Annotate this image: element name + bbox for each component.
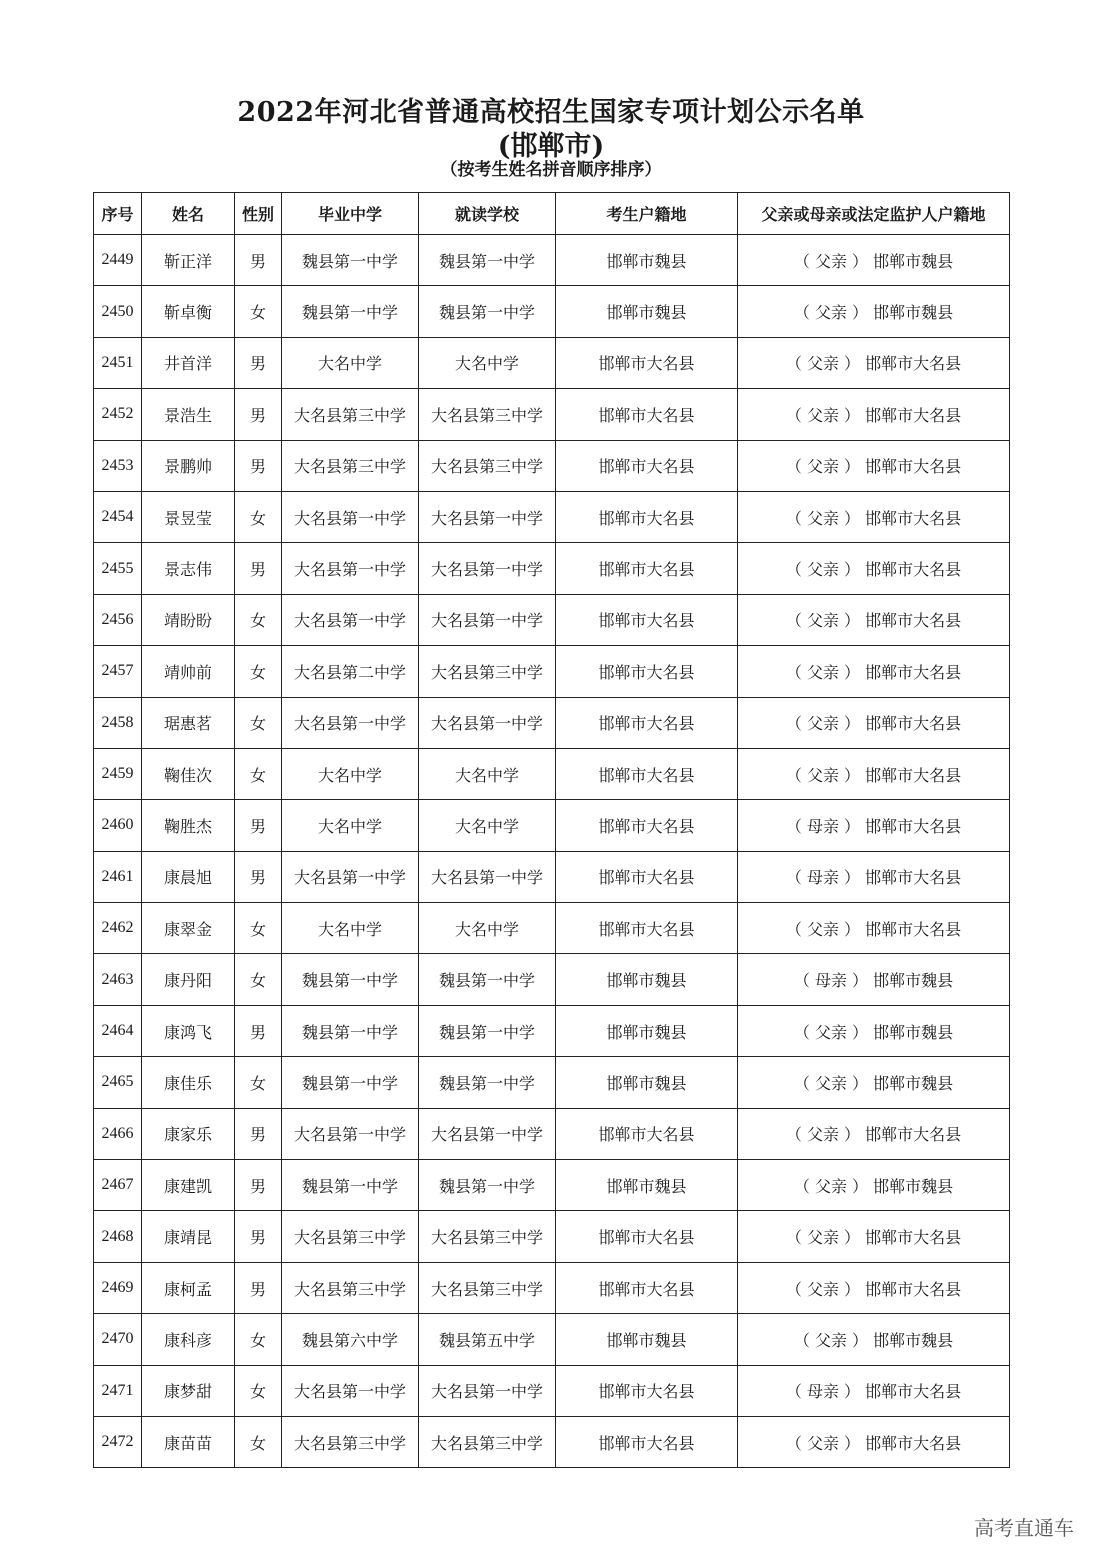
table-row xyxy=(94,1416,1010,1467)
header-gender: 性别 xyxy=(235,193,282,235)
cell-guardian-residence: （ 父亲 ） 邯郸市大名县 xyxy=(738,697,1010,748)
cell-student-residence: 邯郸市魏县 xyxy=(556,1057,738,1108)
cell-guardian-residence: （ 父亲 ） 邯郸市大名县 xyxy=(738,903,1010,954)
cell-graduated-school: 大名县第一中学 xyxy=(282,697,419,748)
cell-student-residence: 邯郸市魏县 xyxy=(556,286,738,337)
cell-name: 琚惠茗 xyxy=(142,697,235,748)
cell-current-school: 大名县第三中学 xyxy=(419,1211,556,1262)
cell-current-school: 大名县第一中学 xyxy=(419,1108,556,1159)
cell-gender: 男 xyxy=(235,1262,282,1313)
cell-serial-no: 2454 xyxy=(94,491,142,542)
cell-serial-no: 2458 xyxy=(94,697,142,748)
cell-graduated-school: 大名中学 xyxy=(282,748,419,799)
cell-name: 康苗苗 xyxy=(142,1416,235,1467)
cell-graduated-school: 魏县第一中学 xyxy=(282,954,419,1005)
cell-name: 靖盼盼 xyxy=(142,594,235,645)
cell-name: 康丹阳 xyxy=(142,954,235,1005)
cell-serial-no: 2452 xyxy=(94,389,142,440)
cell-gender: 男 xyxy=(235,1005,282,1056)
cell-student-residence: 邯郸市大名县 xyxy=(556,697,738,748)
cell-serial-no: 2457 xyxy=(94,646,142,697)
cell-student-residence: 邯郸市大名县 xyxy=(556,800,738,851)
cell-guardian-residence: （ 父亲 ） 邯郸市大名县 xyxy=(738,1416,1010,1467)
cell-student-residence: 邯郸市大名县 xyxy=(556,1416,738,1467)
table-row xyxy=(94,800,1010,851)
cell-student-residence: 邯郸市大名县 xyxy=(556,1108,738,1159)
cell-name: 康佳乐 xyxy=(142,1057,235,1108)
table-row xyxy=(94,440,1010,491)
cell-student-residence: 邯郸市大名县 xyxy=(556,646,738,697)
table-row xyxy=(94,1365,1010,1416)
cell-guardian-residence: （ 父亲 ） 邯郸市魏县 xyxy=(738,1005,1010,1056)
cell-current-school: 魏县第一中学 xyxy=(419,1057,556,1108)
cell-current-school: 魏县第五中学 xyxy=(419,1314,556,1365)
header-name: 姓名 xyxy=(142,193,235,235)
cell-guardian-residence: （ 父亲 ） 邯郸市大名县 xyxy=(738,1262,1010,1313)
cell-current-school: 魏县第一中学 xyxy=(419,954,556,1005)
cell-guardian-residence: （ 母亲 ） 邯郸市魏县 xyxy=(738,954,1010,1005)
cell-name: 景昱莹 xyxy=(142,491,235,542)
cell-current-school: 大名县第一中学 xyxy=(419,594,556,645)
cell-gender: 男 xyxy=(235,1160,282,1211)
cell-gender: 男 xyxy=(235,1108,282,1159)
cell-serial-no: 2467 xyxy=(94,1160,142,1211)
cell-serial-no: 2455 xyxy=(94,543,142,594)
cell-name: 康科彦 xyxy=(142,1314,235,1365)
cell-graduated-school: 大名县第一中学 xyxy=(282,851,419,902)
table-row xyxy=(94,954,1010,1005)
cell-serial-no: 2451 xyxy=(94,337,142,388)
cell-graduated-school: 魏县第一中学 xyxy=(282,286,419,337)
cell-name: 靳正洋 xyxy=(142,235,235,286)
cell-name: 康建凯 xyxy=(142,1160,235,1211)
cell-gender: 女 xyxy=(235,646,282,697)
cell-graduated-school: 大名县第三中学 xyxy=(282,1416,419,1467)
cell-gender: 男 xyxy=(235,851,282,902)
roster-table xyxy=(93,192,1010,1468)
cell-gender: 女 xyxy=(235,903,282,954)
cell-gender: 女 xyxy=(235,1365,282,1416)
cell-name: 靳卓衡 xyxy=(142,286,235,337)
cell-serial-no: 2456 xyxy=(94,594,142,645)
cell-student-residence: 邯郸市魏县 xyxy=(556,1160,738,1211)
cell-student-residence: 邯郸市大名县 xyxy=(556,1262,738,1313)
table-row xyxy=(94,1057,1010,1108)
cell-student-residence: 邯郸市大名县 xyxy=(556,389,738,440)
cell-name: 景浩生 xyxy=(142,389,235,440)
cell-name: 鞠胜杰 xyxy=(142,800,235,851)
cell-gender: 男 xyxy=(235,235,282,286)
cell-name: 康柯孟 xyxy=(142,1262,235,1313)
cell-current-school: 大名县第三中学 xyxy=(419,646,556,697)
cell-current-school: 大名中学 xyxy=(419,748,556,799)
cell-guardian-residence: （ 父亲 ） 邯郸市大名县 xyxy=(738,1211,1010,1262)
cell-student-residence: 邯郸市大名县 xyxy=(556,491,738,542)
cell-current-school: 魏县第一中学 xyxy=(419,235,556,286)
cell-gender: 女 xyxy=(235,954,282,1005)
cell-current-school: 大名中学 xyxy=(419,800,556,851)
cell-gender: 女 xyxy=(235,286,282,337)
header-serial-no: 序号 xyxy=(94,193,142,235)
cell-student-residence: 邯郸市大名县 xyxy=(556,543,738,594)
cell-serial-no: 2466 xyxy=(94,1108,142,1159)
table-body xyxy=(94,235,1010,1468)
table-row xyxy=(94,286,1010,337)
cell-graduated-school: 大名县第一中学 xyxy=(282,491,419,542)
cell-student-residence: 邯郸市魏县 xyxy=(556,1314,738,1365)
cell-current-school: 大名县第三中学 xyxy=(419,1416,556,1467)
cell-serial-no: 2471 xyxy=(94,1365,142,1416)
header-guardian-residence: 父亲或母亲或法定监护人户籍地 xyxy=(738,193,1010,235)
cell-graduated-school: 大名中学 xyxy=(282,800,419,851)
cell-graduated-school: 大名中学 xyxy=(282,337,419,388)
cell-graduated-school: 魏县第一中学 xyxy=(282,235,419,286)
cell-name: 康鸿飞 xyxy=(142,1005,235,1056)
cell-guardian-residence: （ 父亲 ） 邯郸市魏县 xyxy=(738,235,1010,286)
cell-serial-no: 2465 xyxy=(94,1057,142,1108)
cell-student-residence: 邯郸市大名县 xyxy=(556,748,738,799)
cell-current-school: 大名中学 xyxy=(419,903,556,954)
cell-graduated-school: 大名县第一中学 xyxy=(282,543,419,594)
document-title: 2022年河北省普通高校招生国家专项计划公示名单 xyxy=(237,97,865,128)
cell-current-school: 魏县第一中学 xyxy=(419,1160,556,1211)
cell-student-residence: 邯郸市大名县 xyxy=(556,1211,738,1262)
cell-current-school: 大名县第一中学 xyxy=(419,491,556,542)
cell-graduated-school: 魏县第一中学 xyxy=(282,1160,419,1211)
cell-current-school: 魏县第一中学 xyxy=(419,286,556,337)
cell-gender: 女 xyxy=(235,1314,282,1365)
cell-gender: 男 xyxy=(235,543,282,594)
cell-graduated-school: 大名县第三中学 xyxy=(282,1262,419,1313)
cell-serial-no: 2463 xyxy=(94,954,142,1005)
cell-gender: 女 xyxy=(235,594,282,645)
cell-guardian-residence: （ 父亲 ） 邯郸市大名县 xyxy=(738,389,1010,440)
cell-name: 康家乐 xyxy=(142,1108,235,1159)
cell-graduated-school: 大名中学 xyxy=(282,903,419,954)
cell-student-residence: 邯郸市大名县 xyxy=(556,851,738,902)
cell-gender: 男 xyxy=(235,389,282,440)
table-header-row xyxy=(94,193,1010,235)
cell-name: 井首洋 xyxy=(142,337,235,388)
sort-note: （按考生姓名拼音顺序排序） xyxy=(440,160,662,180)
cell-gender: 女 xyxy=(235,1057,282,1108)
cell-guardian-residence: （ 父亲 ） 邯郸市大名县 xyxy=(738,748,1010,799)
cell-gender: 女 xyxy=(235,748,282,799)
cell-graduated-school: 魏县第一中学 xyxy=(282,1005,419,1056)
table-row xyxy=(94,748,1010,799)
table-row xyxy=(94,1108,1010,1159)
table-row xyxy=(94,235,1010,286)
cell-guardian-residence: （ 母亲 ） 邯郸市大名县 xyxy=(738,851,1010,902)
cell-graduated-school: 大名县第一中学 xyxy=(282,594,419,645)
cell-current-school: 大名中学 xyxy=(419,337,556,388)
cell-name: 康靖昆 xyxy=(142,1211,235,1262)
cell-name: 景志伟 xyxy=(142,543,235,594)
cell-student-residence: 邯郸市魏县 xyxy=(556,1005,738,1056)
table-row xyxy=(94,646,1010,697)
cell-serial-no: 2461 xyxy=(94,851,142,902)
table-row xyxy=(94,594,1010,645)
cell-graduated-school: 魏县第六中学 xyxy=(282,1314,419,1365)
cell-graduated-school: 大名县第三中学 xyxy=(282,389,419,440)
cell-guardian-residence: （ 父亲 ） 邯郸市大名县 xyxy=(738,646,1010,697)
cell-name: 景鹏帅 xyxy=(142,440,235,491)
cell-guardian-residence: （ 父亲 ） 邯郸市魏县 xyxy=(738,1160,1010,1211)
cell-student-residence: 邯郸市魏县 xyxy=(556,235,738,286)
cell-graduated-school: 魏县第一中学 xyxy=(282,1057,419,1108)
cell-name: 靖帅前 xyxy=(142,646,235,697)
cell-gender: 男 xyxy=(235,337,282,388)
cell-graduated-school: 大名县第一中学 xyxy=(282,1108,419,1159)
cell-student-residence: 邯郸市大名县 xyxy=(556,1365,738,1416)
table-row xyxy=(94,1211,1010,1262)
cell-serial-no: 2449 xyxy=(94,235,142,286)
cell-gender: 男 xyxy=(235,800,282,851)
cell-graduated-school: 大名县第三中学 xyxy=(282,440,419,491)
cell-current-school: 大名县第一中学 xyxy=(419,1365,556,1416)
cell-student-residence: 邯郸市大名县 xyxy=(556,440,738,491)
table-row xyxy=(94,903,1010,954)
cell-guardian-residence: （ 父亲 ） 邯郸市大名县 xyxy=(738,440,1010,491)
document-subtitle: (邯郸市) xyxy=(497,131,605,162)
cell-student-residence: 邯郸市大名县 xyxy=(556,337,738,388)
cell-guardian-residence: （ 父亲 ） 邯郸市魏县 xyxy=(738,1057,1010,1108)
cell-current-school: 大名县第三中学 xyxy=(419,389,556,440)
cell-gender: 女 xyxy=(235,1416,282,1467)
table-row xyxy=(94,389,1010,440)
table-row xyxy=(94,337,1010,388)
cell-serial-no: 2453 xyxy=(94,440,142,491)
cell-current-school: 大名县第一中学 xyxy=(419,697,556,748)
cell-serial-no: 2464 xyxy=(94,1005,142,1056)
cell-current-school: 大名县第一中学 xyxy=(419,543,556,594)
table-row xyxy=(94,697,1010,748)
cell-guardian-residence: （ 父亲 ） 邯郸市魏县 xyxy=(738,286,1010,337)
cell-serial-no: 2459 xyxy=(94,748,142,799)
cell-serial-no: 2460 xyxy=(94,800,142,851)
cell-guardian-residence: （ 父亲 ） 邯郸市大名县 xyxy=(738,1108,1010,1159)
cell-graduated-school: 大名县第一中学 xyxy=(282,1365,419,1416)
cell-serial-no: 2468 xyxy=(94,1211,142,1262)
cell-serial-no: 2469 xyxy=(94,1262,142,1313)
cell-guardian-residence: （ 母亲 ） 邯郸市大名县 xyxy=(738,1365,1010,1416)
cell-gender: 男 xyxy=(235,440,282,491)
cell-serial-no: 2472 xyxy=(94,1416,142,1467)
cell-current-school: 大名县第一中学 xyxy=(419,851,556,902)
cell-gender: 女 xyxy=(235,491,282,542)
cell-guardian-residence: （ 父亲 ） 邯郸市大名县 xyxy=(738,491,1010,542)
cell-name: 鞠佳次 xyxy=(142,748,235,799)
cell-graduated-school: 大名县第二中学 xyxy=(282,646,419,697)
cell-name: 康晨旭 xyxy=(142,851,235,902)
cell-name: 康翠金 xyxy=(142,903,235,954)
cell-student-residence: 邯郸市魏县 xyxy=(556,954,738,1005)
cell-serial-no: 2450 xyxy=(94,286,142,337)
table-row xyxy=(94,1005,1010,1056)
cell-serial-no: 2470 xyxy=(94,1314,142,1365)
header-graduated-school: 毕业中学 xyxy=(282,193,419,235)
cell-current-school: 大名县第三中学 xyxy=(419,440,556,491)
table-row xyxy=(94,851,1010,902)
cell-gender: 男 xyxy=(235,1211,282,1262)
table-row xyxy=(94,543,1010,594)
cell-serial-no: 2462 xyxy=(94,903,142,954)
cell-name: 康梦甜 xyxy=(142,1365,235,1416)
cell-guardian-residence: （ 父亲 ） 邯郸市大名县 xyxy=(738,594,1010,645)
cell-guardian-residence: （ 父亲 ） 邯郸市大名县 xyxy=(738,543,1010,594)
header-current-school: 就读学校 xyxy=(419,193,556,235)
cell-graduated-school: 大名县第三中学 xyxy=(282,1211,419,1262)
table-row xyxy=(94,1262,1010,1313)
cell-gender: 女 xyxy=(235,697,282,748)
table-row xyxy=(94,1160,1010,1211)
table-row xyxy=(94,1314,1010,1365)
cell-guardian-residence: （ 母亲 ） 邯郸市大名县 xyxy=(738,800,1010,851)
header-student-residence: 考生户籍地 xyxy=(556,193,738,235)
cell-current-school: 魏县第一中学 xyxy=(419,1005,556,1056)
watermark-text: 高考直通车 xyxy=(974,1516,1074,1540)
cell-student-residence: 邯郸市大名县 xyxy=(556,594,738,645)
cell-guardian-residence: （ 父亲 ） 邯郸市魏县 xyxy=(738,1314,1010,1365)
cell-guardian-residence: （ 父亲 ） 邯郸市大名县 xyxy=(738,337,1010,388)
cell-current-school: 大名县第三中学 xyxy=(419,1262,556,1313)
cell-student-residence: 邯郸市大名县 xyxy=(556,903,738,954)
table-row xyxy=(94,491,1010,542)
